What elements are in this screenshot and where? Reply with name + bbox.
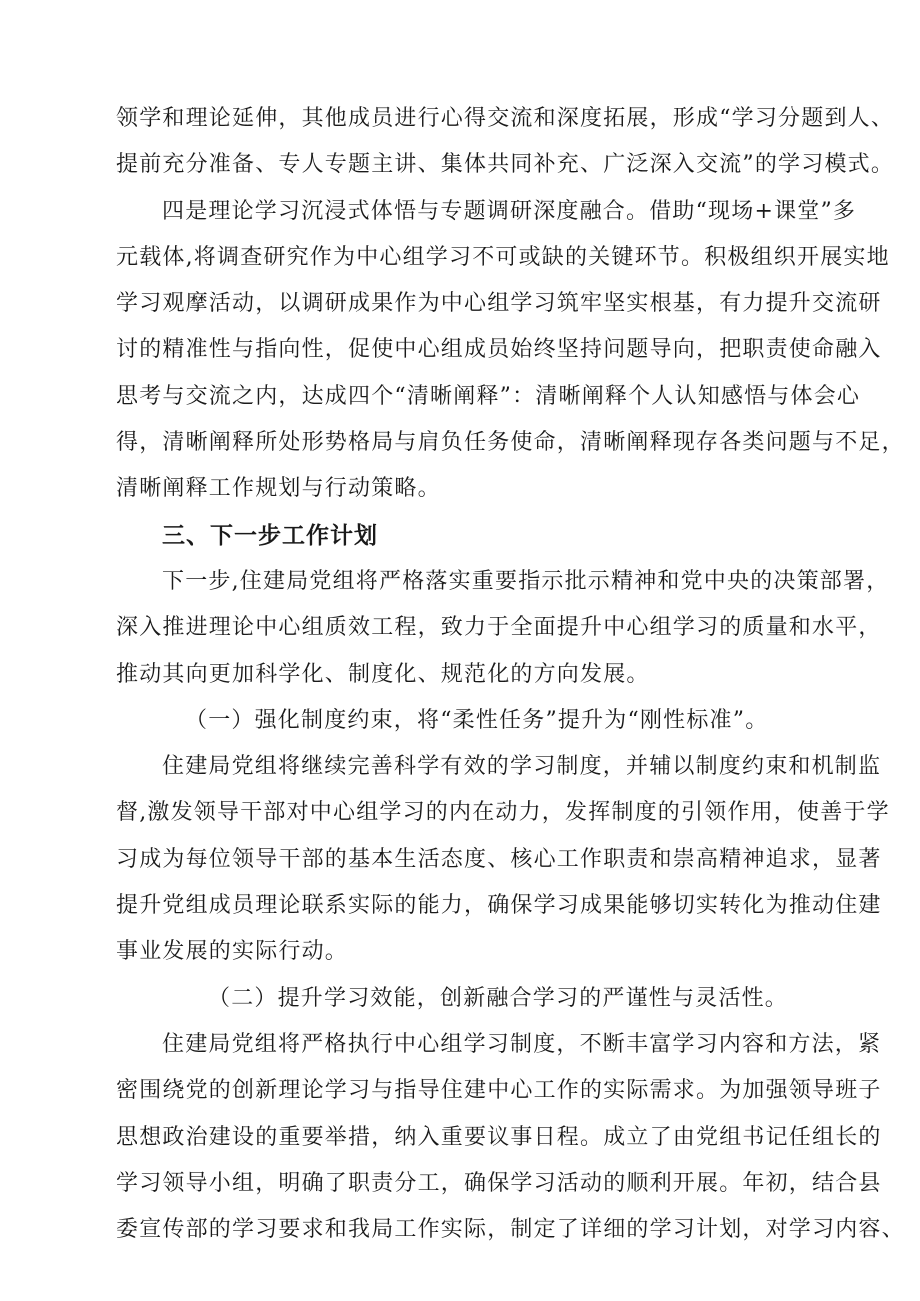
paragraph-line: 密围绕党的创新理论学习与指导住建中心工作的实际需求。为加强领导班子 <box>116 1078 882 1104</box>
subsection-heading: （二）提升学习效能，创新融合学习的严谨性与灵活性。 <box>208 985 789 1011</box>
paragraph-line: 住建局党组将严格执行中心组学习制度，不断丰富学习内容和方法，紧 <box>162 1031 882 1057</box>
paragraph-line: 深入推进理论中心组质效工程，致力于全面提升中心组学习的质量和水平， <box>116 615 882 641</box>
paragraph-line: 得，清晰阐释所处形势格局与肩负任务使命，清晰阐释现存各类问题与不足， <box>116 430 905 456</box>
paragraph-line: 学习领导小组，明确了职责分工，确保学习活动的顺利开展。年初，结合县 <box>116 1170 882 1196</box>
subsection-heading: （一）强化制度约束，将“柔性任务”提升为“刚性标准”。 <box>185 707 769 733</box>
paragraph-line: 元载体,将调查研究作为中心组学习不可或缺的关键环节。积极组织开展实地 <box>116 244 890 270</box>
paragraph-line: 下一步,住建局党组将严格落实重要指示批示精神和党中央的决策部署， <box>162 568 890 594</box>
paragraph-line: 学习观摩活动，以调研成果作为中心组学习筑牢坚实根基，有力提升交流研 <box>116 291 882 317</box>
paragraph-line: 思想政治建设的重要举措，纳入重要议事日程。成立了由党组书记任组长的 <box>116 1124 882 1150</box>
paragraph-line: 提升党组成员理论联系实际的能力，确保学习成果能够切实转化为推动住建 <box>116 893 882 919</box>
paragraph-line: 委宣传部的学习要求和我局工作实际，制定了详细的学习计划，对学习内容、 <box>116 1217 905 1243</box>
paragraph-line: 住建局党组将继续完善科学有效的学习制度，并辅以制度约束和机制监 <box>162 754 882 780</box>
section-heading: 三、下一步工作计划 <box>162 522 378 549</box>
document-body <box>116 96 905 1253</box>
paragraph-line: 习成为每位领导干部的基本生活态度、核心工作职责和崇高精神追求，显著 <box>116 846 882 872</box>
paragraph-line: 思考与交流之内，达成四个“清晰阐释”：清晰阐释个人认知感悟与体会心 <box>116 383 861 409</box>
paragraph-line: 四是理论学习沉浸式体悟与专题调研深度融合。借助“现场+课堂”多 <box>162 198 857 224</box>
paragraph-line: 领学和理论延伸，其他成员进行心得交流和深度拓展，形成“学习分题到人、 <box>116 106 895 131</box>
paragraph-line: 清晰阐释工作规划与行动策略。 <box>116 476 441 502</box>
paragraph-line: 提前充分准备、专人专题主讲、集体共同补充、广泛深入交流”的学习模式。 <box>116 152 895 178</box>
paragraph-line: 督,激发领导干部对中心组学习的内在动力，发挥制度的引领作用，使善于学 <box>116 800 890 826</box>
paragraph-line: 事业发展的实际行动。 <box>116 939 349 965</box>
paragraph-line: 推动其向更加科学化、制度化、规范化的方向发展。 <box>116 661 650 687</box>
paragraph-line: 讨的精准性与指向性，促使中心组成员始终坚持问题导向，把职责使命融入 <box>116 337 882 363</box>
